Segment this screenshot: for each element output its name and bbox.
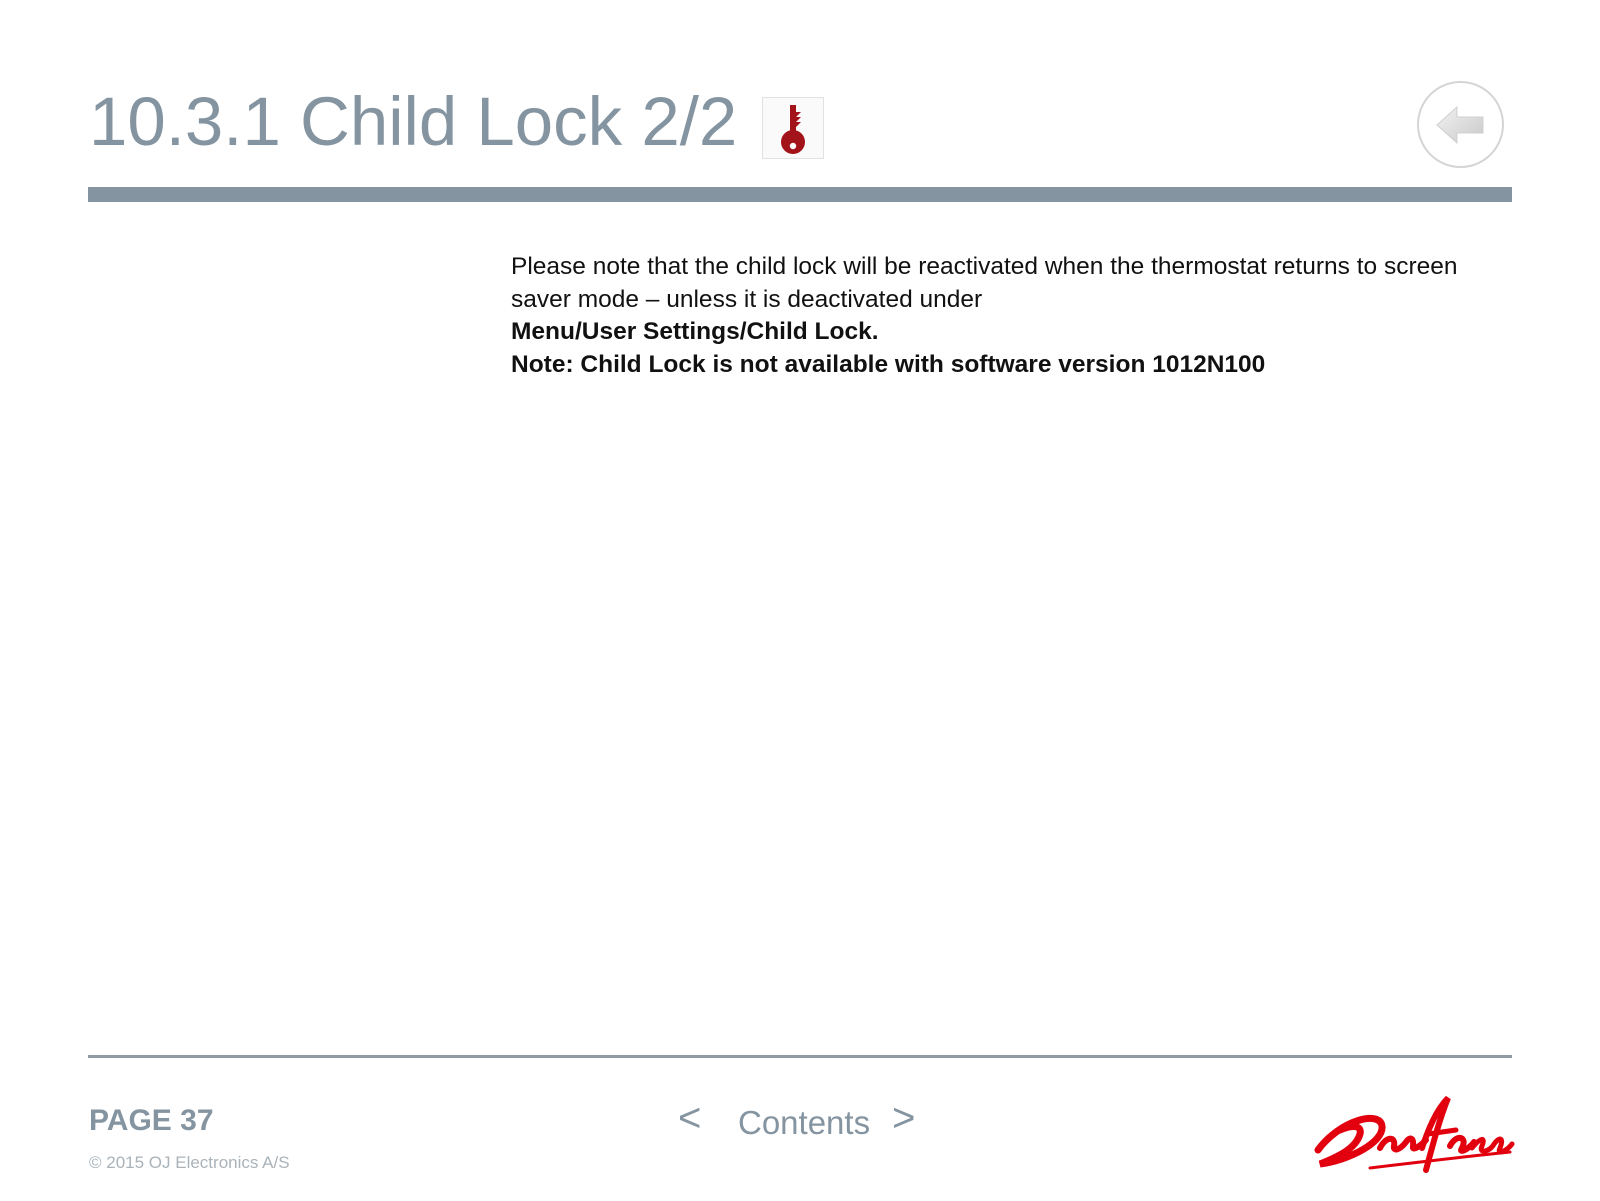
back-button[interactable]: [1417, 81, 1504, 168]
danfoss-logo: [1310, 1090, 1515, 1176]
key-icon-graphic: [763, 98, 823, 158]
key-icon: [762, 97, 824, 159]
copyright-notice: © 2015 OJ Electronics A/S: [89, 1153, 290, 1172]
header-divider: [88, 187, 1512, 202]
page-number: PAGE 37: [89, 1104, 214, 1137]
previous-page-link[interactable]: <: [678, 1096, 702, 1140]
body-paragraph: Please note that the child lock will be reactivated when the thermostat returns to screen saver mode – unless it is deactivated under: [511, 253, 1458, 313]
next-page-link[interactable]: >: [892, 1096, 916, 1140]
software-note: Note: Child Lock is not available with software version 1012N100: [511, 350, 1266, 378]
back-arrow-icon: [1419, 83, 1502, 166]
page-title: 10.3.1 Child Lock 2/2: [89, 83, 738, 160]
body-text: [511, 251, 1501, 381]
footer-divider: [88, 1055, 1512, 1058]
contents-link[interactable]: Contents: [738, 1104, 871, 1141]
settings-path: Menu/User Settings/Child Lock.: [511, 318, 879, 345]
danfoss-logo-graphic: [1310, 1090, 1515, 1176]
